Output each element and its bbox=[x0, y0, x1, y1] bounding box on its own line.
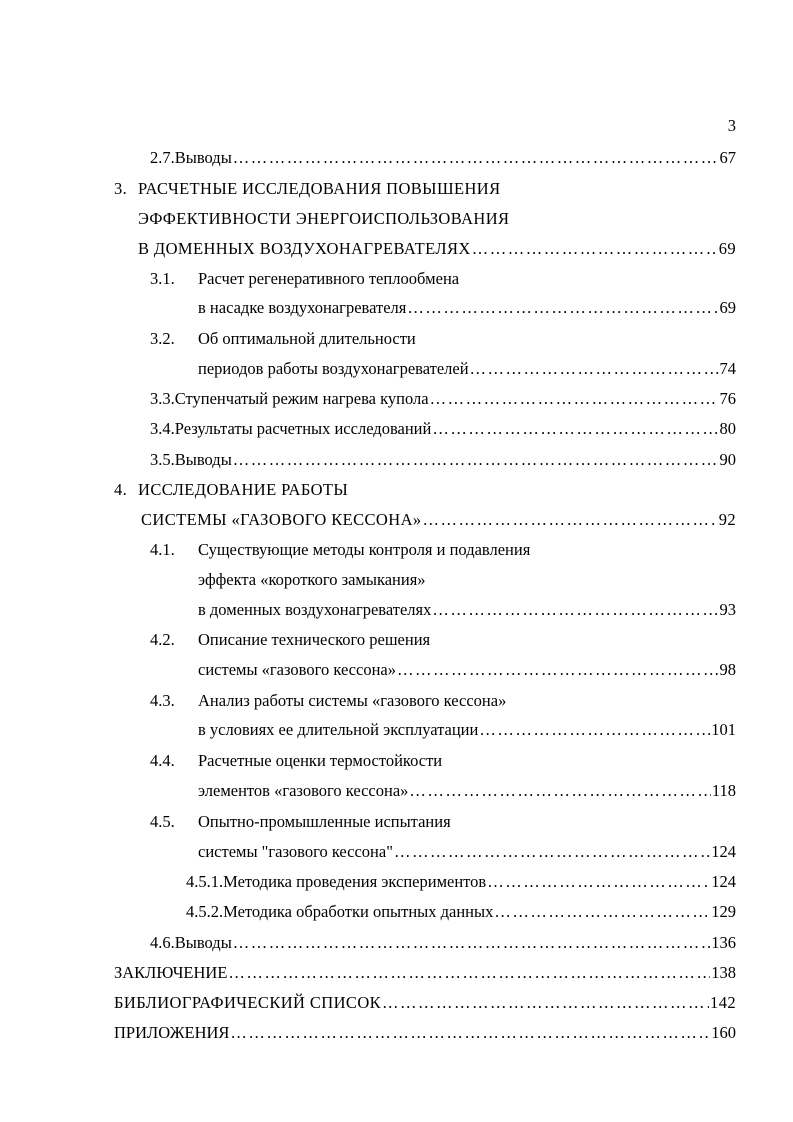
toc-entry-4-3-line-2 bbox=[198, 719, 736, 741]
toc-page: 160 bbox=[711, 1023, 736, 1042]
toc-number: 4.4. bbox=[150, 751, 175, 770]
toc-page: 92 bbox=[718, 510, 736, 529]
toc-title: периодов работы воздухонагревателей bbox=[198, 359, 469, 378]
toc-title: в насадке воздухонагревателя bbox=[198, 298, 407, 317]
toc-title: в условиях ее длительной эксплуатации bbox=[198, 720, 479, 739]
toc-entry-3-2-line-1 bbox=[150, 328, 736, 350]
toc-title: БИБЛИОГРАФИЧЕСКИЙ СПИСОК bbox=[114, 993, 382, 1012]
toc-entry-3-2-line-2 bbox=[198, 358, 736, 380]
toc-page: 124 bbox=[711, 842, 736, 861]
toc-entry-3-1-line-1 bbox=[150, 268, 736, 290]
toc-title: ЭФФЕКТИВНОСТИ ЭНЕРГОИСПОЛЬЗОВАНИЯ bbox=[138, 209, 510, 228]
toc-title: Анализ работы системы «газового кессона» bbox=[198, 691, 507, 710]
dot-leader bbox=[470, 358, 719, 380]
dot-leader bbox=[230, 1022, 710, 1044]
toc-number: 3.5. bbox=[150, 450, 175, 469]
toc-title: СИСТЕМЫ «ГАЗОВОГО КЕССОНА» bbox=[141, 510, 422, 529]
dot-leader bbox=[423, 509, 718, 531]
toc-title: ПРИЛОЖЕНИЯ bbox=[114, 1023, 230, 1042]
toc-chapter-4-line-1 bbox=[114, 479, 736, 501]
toc-page: 69 bbox=[718, 239, 736, 258]
toc-entry-4-6 bbox=[150, 932, 736, 954]
toc-title: Описание технического решения bbox=[198, 630, 431, 649]
toc-number: 3.1. bbox=[150, 269, 175, 288]
toc-entry-3-3 bbox=[150, 388, 736, 410]
toc-title: Ступенчатый режим нагрева купола bbox=[174, 389, 429, 408]
dot-leader bbox=[228, 962, 710, 984]
toc-title: системы «газового кессона» bbox=[198, 660, 396, 679]
toc-chapter-3-line-2 bbox=[138, 208, 736, 230]
dot-leader bbox=[432, 418, 718, 440]
dot-leader bbox=[472, 238, 718, 260]
toc-title: Об оптимальной длительности bbox=[198, 329, 416, 348]
toc-number: 4.6. bbox=[150, 933, 175, 952]
toc-entry-bibliography bbox=[114, 992, 736, 1014]
toc-title: РАСЧЕТНЫЕ ИССЛЕДОВАНИЯ ПОВЫШЕНИЯ bbox=[138, 179, 501, 198]
dot-leader bbox=[409, 780, 710, 802]
toc-page: 76 bbox=[719, 389, 736, 408]
toc-page: 118 bbox=[711, 781, 736, 800]
toc-title: Существующие методы контроля и подавления bbox=[198, 540, 531, 559]
toc-page: 93 bbox=[719, 600, 736, 619]
toc-number: 3.2. bbox=[150, 329, 175, 348]
dot-leader bbox=[432, 599, 718, 621]
toc-entry-4-4-line-1 bbox=[150, 750, 736, 772]
toc-page: 90 bbox=[719, 450, 736, 469]
toc-entry-2-7 bbox=[150, 147, 736, 169]
toc-page: 74 bbox=[719, 359, 736, 378]
dot-leader bbox=[397, 659, 719, 681]
toc-title: в доменных воздухонагревателях bbox=[198, 600, 432, 619]
dot-leader bbox=[407, 297, 718, 319]
dot-leader bbox=[233, 932, 710, 954]
toc-title: Методика обработки опытных данных bbox=[223, 902, 494, 921]
toc-title: Расчетные оценки термостойкости bbox=[198, 751, 443, 770]
toc-entry-4-1-line-2 bbox=[198, 569, 736, 591]
toc-entry-4-2-line-2 bbox=[198, 659, 736, 681]
toc-entry-3-5 bbox=[150, 449, 736, 471]
toc-number: 3.4. bbox=[150, 419, 175, 438]
toc-page: 69 bbox=[719, 298, 736, 317]
toc-page: 101 bbox=[711, 720, 736, 739]
dot-leader bbox=[233, 449, 719, 471]
dot-leader bbox=[382, 992, 709, 1014]
toc-number: 4.1. bbox=[150, 540, 175, 559]
toc-chapter-4-line-2 bbox=[141, 509, 736, 531]
toc-title: элементов «газового кессона» bbox=[198, 781, 409, 800]
toc-title: ИССЛЕДОВАНИЕ РАБОТЫ bbox=[138, 480, 349, 499]
toc-title: Результаты расчетных исследований bbox=[174, 419, 432, 438]
toc-entry-conclusion bbox=[114, 962, 736, 984]
page-number: 3 bbox=[727, 116, 736, 135]
dot-leader bbox=[430, 388, 719, 410]
toc-entry-4-1-line-3 bbox=[198, 599, 736, 621]
toc-title: Выводы bbox=[174, 148, 232, 167]
toc-title: системы "газового кессона" bbox=[198, 842, 393, 861]
toc-page: 142 bbox=[710, 993, 736, 1012]
toc-page: 80 bbox=[719, 419, 736, 438]
toc-number: 4.5. bbox=[150, 812, 175, 831]
toc-chapter-3-line-3 bbox=[138, 238, 736, 260]
toc-entry-4-1-line-1 bbox=[150, 539, 736, 561]
toc-title: В ДОМЕННЫХ ВОЗДУХОНАГРЕВАТЕЛЯХ bbox=[138, 239, 471, 258]
toc-title: Выводы bbox=[174, 450, 232, 469]
toc-title: Расчет регенеративного теплообмена bbox=[198, 269, 460, 288]
toc-number: 3.3. bbox=[150, 389, 175, 408]
toc-entry-3-1-line-2 bbox=[198, 297, 736, 319]
toc-page: 67 bbox=[719, 148, 736, 167]
toc-entry-4-4-line-2 bbox=[198, 780, 736, 802]
toc-entry-4-5-line-1 bbox=[150, 811, 736, 833]
toc-number: 4.5.2. bbox=[186, 902, 224, 921]
dot-leader bbox=[487, 871, 710, 893]
toc-page: 124 bbox=[711, 872, 736, 891]
toc-entry-4-5-2 bbox=[186, 901, 736, 923]
toc-entry-appendices bbox=[114, 1022, 736, 1044]
toc-chapter-3-line-1 bbox=[114, 178, 736, 200]
toc-title: ЗАКЛЮЧЕНИЕ bbox=[114, 963, 228, 982]
toc-number: 4.2. bbox=[150, 630, 175, 649]
toc-title: эффекта «короткого замыкания» bbox=[198, 570, 426, 589]
toc-title: Выводы bbox=[174, 933, 232, 952]
toc-entry-4-5-line-2 bbox=[198, 841, 736, 863]
toc-number: 2.7. bbox=[150, 148, 175, 167]
toc-number: 4. bbox=[114, 480, 128, 499]
toc-title: Методика проведения экспериментов bbox=[223, 872, 487, 891]
toc-entry-4-5-1 bbox=[186, 871, 736, 893]
toc-page: 138 bbox=[711, 963, 736, 982]
dot-leader bbox=[394, 841, 710, 863]
dot-leader bbox=[494, 901, 710, 923]
toc-page: 136 bbox=[711, 933, 736, 952]
toc-entry-4-3-line-1 bbox=[150, 690, 736, 712]
toc-title: Опытно-промышленные испытания bbox=[198, 812, 451, 831]
toc-entry-4-2-line-1 bbox=[150, 629, 736, 651]
dot-leader bbox=[479, 719, 710, 741]
dot-leader bbox=[233, 147, 719, 169]
toc-number: 4.3. bbox=[150, 691, 175, 710]
toc-number: 4.5.1. bbox=[186, 872, 224, 891]
toc-number: 3. bbox=[114, 179, 128, 198]
toc-page: 129 bbox=[711, 902, 736, 921]
toc-entry-3-4 bbox=[150, 418, 736, 440]
toc-page: 98 bbox=[719, 660, 736, 679]
